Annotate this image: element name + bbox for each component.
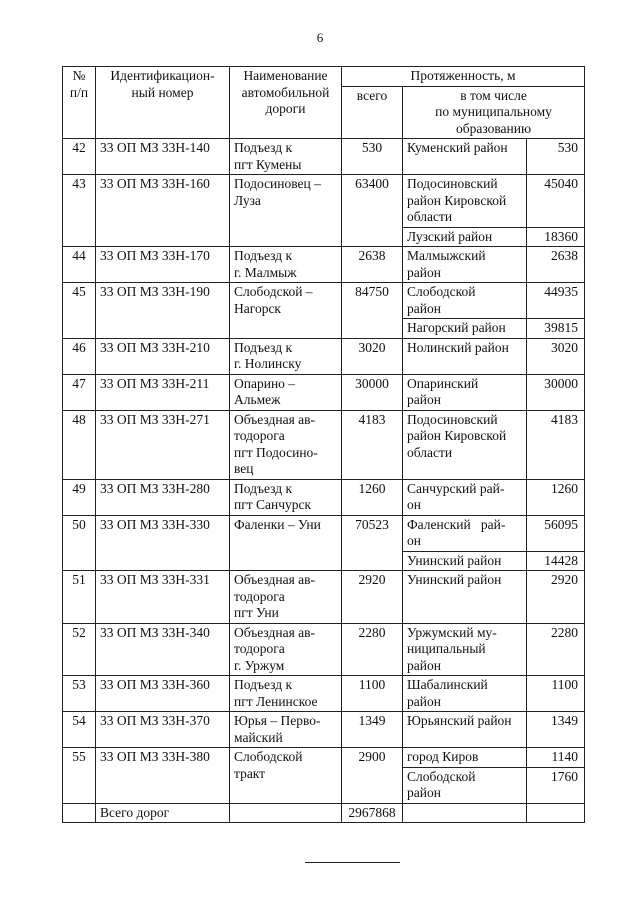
row-number: 44 <box>63 247 96 283</box>
district-name: Слободской район <box>403 767 527 803</box>
district-name: Лузский район <box>403 227 527 247</box>
row-number: 54 <box>63 712 96 748</box>
header-length: Протяженность, м <box>342 67 585 87</box>
road-id: 33 ОП МЗ 33Н-271 <box>96 410 230 479</box>
road-total-length: 30000 <box>342 374 403 410</box>
row-number: 51 <box>63 571 96 624</box>
row-number: 42 <box>63 139 96 175</box>
header-incl: в том числе по муниципальному образованию <box>403 86 585 139</box>
road-id: 33 ОП МЗ 33Н-280 <box>96 479 230 515</box>
road-id: 33 ОП МЗ 33Н-330 <box>96 515 230 571</box>
road-id: 33 ОП МЗ 33Н-140 <box>96 139 230 175</box>
header-num: № п/п <box>63 67 96 139</box>
road-id: 33 ОП МЗ 33Н-190 <box>96 283 230 339</box>
road-total-length: 530 <box>342 139 403 175</box>
road-total-length: 2900 <box>342 748 403 804</box>
footer-empty <box>63 803 96 823</box>
road-total-length: 2280 <box>342 623 403 676</box>
footer-total: 2967868 <box>342 803 403 823</box>
header-name: Наименование автомобильной дороги <box>230 67 342 139</box>
district-length: 56095 <box>527 515 585 551</box>
district-length: 1260 <box>527 479 585 515</box>
district-length: 4183 <box>527 410 585 479</box>
district-length: 2920 <box>527 571 585 624</box>
header-id: Идентификацион- ный номер <box>96 67 230 139</box>
road-total-length: 70523 <box>342 515 403 571</box>
row-number: 53 <box>63 676 96 712</box>
road-name: Подосиновец – Луза <box>230 175 342 247</box>
road-id: 33 ОП МЗ 33Н-360 <box>96 676 230 712</box>
table-header <box>63 67 585 139</box>
district-name: Унинский район <box>403 571 527 624</box>
row-number: 43 <box>63 175 96 247</box>
road-name: Подъезд к пгт Ленинское <box>230 676 342 712</box>
table-row <box>63 247 585 283</box>
district-name: Слободской район <box>403 283 527 319</box>
district-name: город Киров <box>403 748 527 768</box>
road-id: 33 ОП МЗ 33Н-370 <box>96 712 230 748</box>
row-number: 50 <box>63 515 96 571</box>
district-length: 1100 <box>527 676 585 712</box>
district-length: 44935 <box>527 283 585 319</box>
district-length: 14428 <box>527 551 585 571</box>
district-name: Куменский район <box>403 139 527 175</box>
road-total-length: 2920 <box>342 571 403 624</box>
table-row <box>63 338 585 374</box>
district-length: 30000 <box>527 374 585 410</box>
road-id: 33 ОП МЗ 33Н-210 <box>96 338 230 374</box>
district-name: Нагорский район <box>403 319 527 339</box>
district-length: 1140 <box>527 748 585 768</box>
road-name: Фаленки – Уни <box>230 515 342 571</box>
district-name: Шабалинский район <box>403 676 527 712</box>
table-row <box>63 623 585 676</box>
roads-table <box>62 66 585 823</box>
header-total: всего <box>342 86 403 139</box>
row-number: 45 <box>63 283 96 339</box>
row-number: 55 <box>63 748 96 804</box>
road-total-length: 2638 <box>342 247 403 283</box>
road-name: Юрья – Перво- майский <box>230 712 342 748</box>
district-name: Унинский район <box>403 551 527 571</box>
district-name: Малмыжский район <box>403 247 527 283</box>
road-id: 33 ОП МЗ 33Н-211 <box>96 374 230 410</box>
road-total-length: 4183 <box>342 410 403 479</box>
district-length: 2638 <box>527 247 585 283</box>
road-id: 33 ОП МЗ 33Н-170 <box>96 247 230 283</box>
district-length: 2280 <box>527 623 585 676</box>
district-length: 45040 <box>527 175 585 228</box>
district-name: Юрьянский район <box>403 712 527 748</box>
row-number: 49 <box>63 479 96 515</box>
row-number: 47 <box>63 374 96 410</box>
road-total-length: 84750 <box>342 283 403 339</box>
table-row <box>63 712 585 748</box>
road-name: Объездная ав- тодорога пгт Уни <box>230 571 342 624</box>
footer-label: Всего дорог <box>96 803 230 823</box>
road-name: Подъезд к г. Малмыж <box>230 247 342 283</box>
table-footer-row <box>63 803 585 823</box>
road-total-length: 1349 <box>342 712 403 748</box>
footer-divider <box>305 862 400 863</box>
row-number: 46 <box>63 338 96 374</box>
table-row <box>63 479 585 515</box>
table-row <box>63 676 585 712</box>
district-name: Подосиновский район Кировской области <box>403 410 527 479</box>
table-row <box>63 571 585 624</box>
table-row <box>63 374 585 410</box>
road-total-length: 1260 <box>342 479 403 515</box>
page-number: 6 <box>316 30 324 45</box>
road-name: Подъезд к пгт Кумены <box>230 139 342 175</box>
road-name: Подъезд к пгт Санчурск <box>230 479 342 515</box>
district-length: 18360 <box>527 227 585 247</box>
district-name: Санчурский рай- он <box>403 479 527 515</box>
district-length: 530 <box>527 139 585 175</box>
road-name: Объездная ав- тодорога пгт Подосино- вец <box>230 410 342 479</box>
road-name: Опарино – Альмеж <box>230 374 342 410</box>
district-name: Подосиновский район Кировской области <box>403 175 527 228</box>
table-row <box>63 410 585 479</box>
table-row <box>63 175 585 228</box>
footer-empty <box>230 803 342 823</box>
district-name: Нолинский район <box>403 338 527 374</box>
row-number: 48 <box>63 410 96 479</box>
row-number: 52 <box>63 623 96 676</box>
district-length: 1760 <box>527 767 585 803</box>
district-length: 1349 <box>527 712 585 748</box>
road-id: 33 ОП МЗ 33Н-340 <box>96 623 230 676</box>
road-total-length: 63400 <box>342 175 403 247</box>
road-total-length: 3020 <box>342 338 403 374</box>
table-row <box>63 139 585 175</box>
district-length: 39815 <box>527 319 585 339</box>
district-name: Уржумский му- ниципальный район <box>403 623 527 676</box>
road-name: Подъезд к г. Нолинску <box>230 338 342 374</box>
table-row <box>63 515 585 551</box>
road-name: Слободской – Нагорск <box>230 283 342 339</box>
district-name: Опаринский район <box>403 374 527 410</box>
road-name: Объездная ав- тодорога г. Уржум <box>230 623 342 676</box>
road-id: 33 ОП МЗ 33Н-331 <box>96 571 230 624</box>
road-name: Слободской тракт <box>230 748 342 804</box>
road-id: 33 ОП МЗ 33Н-380 <box>96 748 230 804</box>
table-row <box>63 283 585 319</box>
road-total-length: 1100 <box>342 676 403 712</box>
road-id: 33 ОП МЗ 33Н-160 <box>96 175 230 247</box>
footer-empty <box>527 803 585 823</box>
table-body <box>63 139 585 804</box>
table-row <box>63 748 585 768</box>
district-length: 3020 <box>527 338 585 374</box>
footer-empty <box>403 803 527 823</box>
district-name: Фаленский рай- он <box>403 515 527 551</box>
